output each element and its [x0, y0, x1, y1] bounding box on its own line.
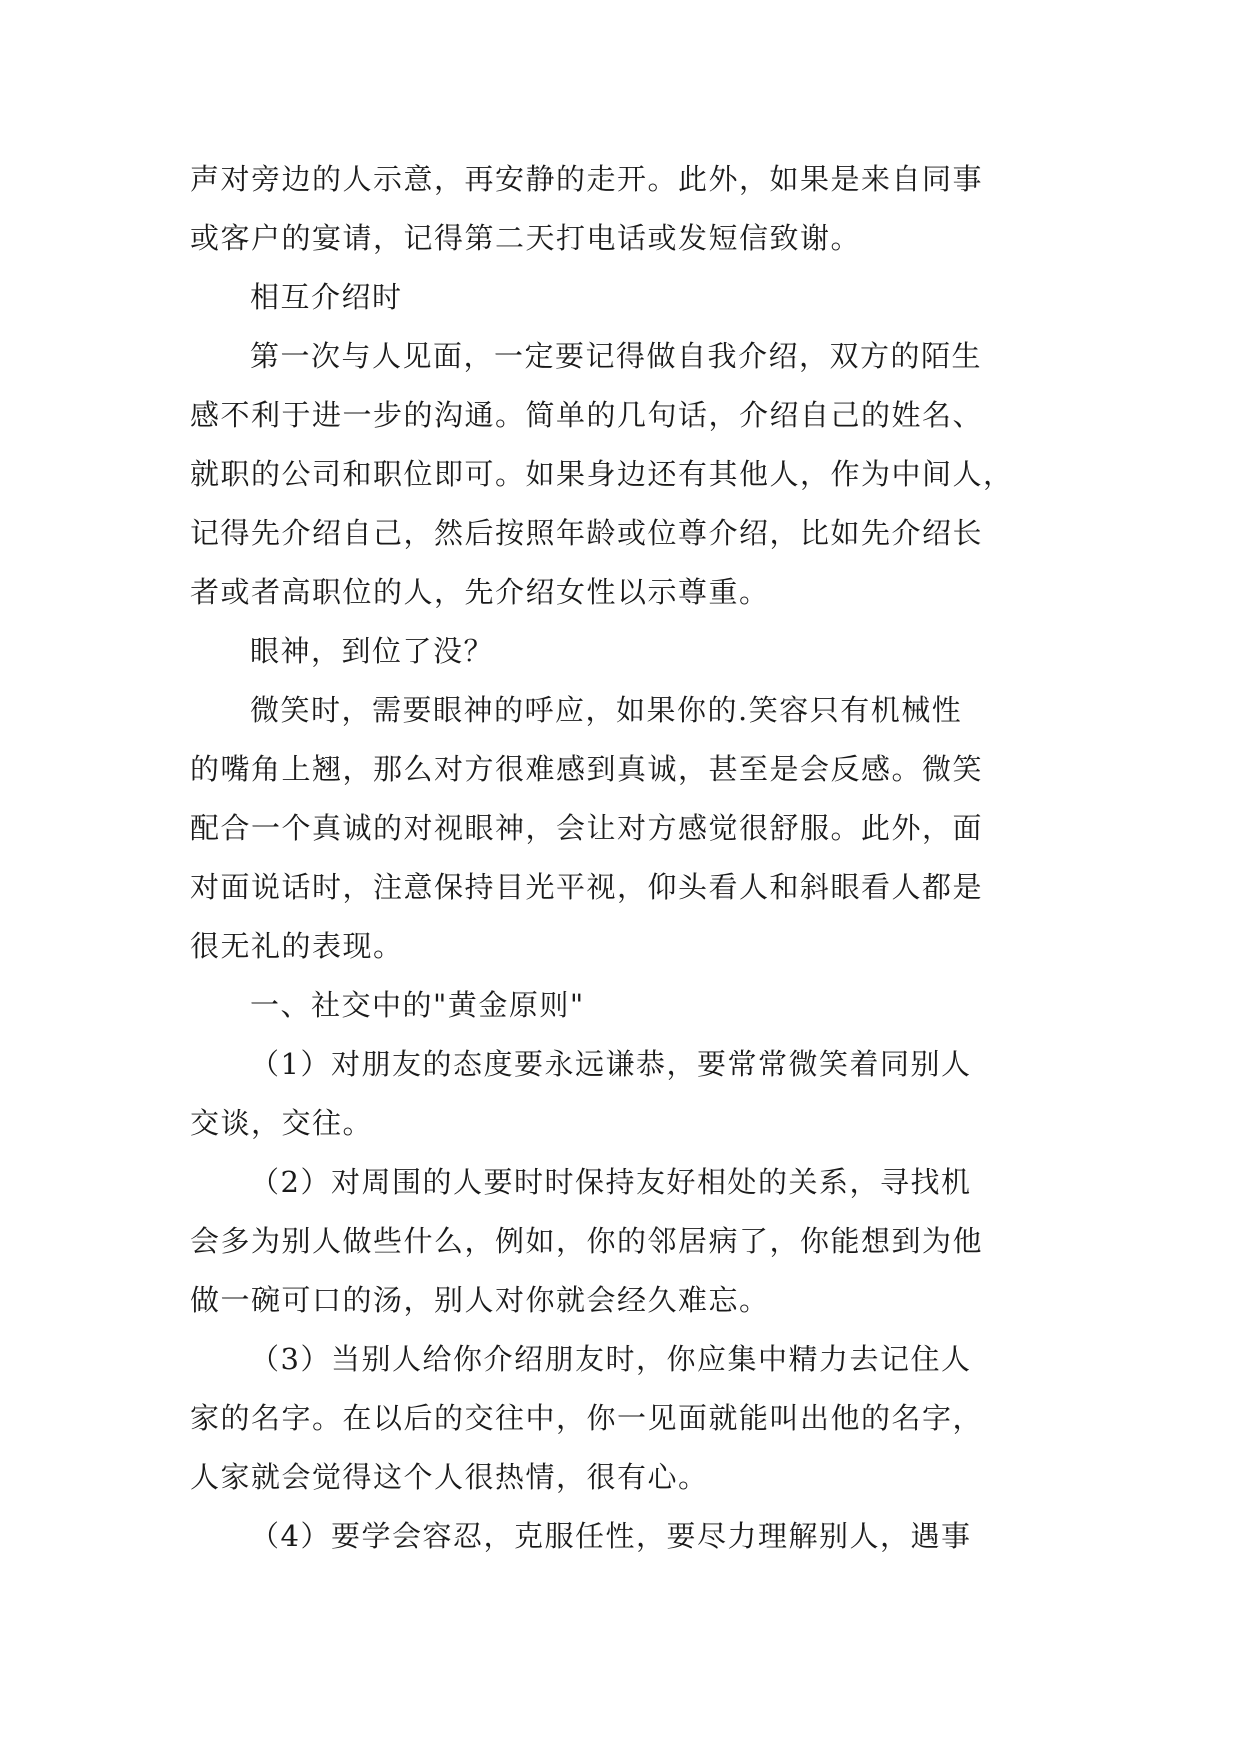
- section-heading: 一、社交中的"黄金原则": [250, 988, 585, 1022]
- paragraph-line: 第一次与人见面，一定要记得做自我介绍，双方的陌生: [250, 339, 983, 373]
- section-heading: 眼神，到位了没？: [250, 634, 495, 668]
- list-item-line: （1）对朋友的态度要永远谦恭，要常常微笑着同别人: [250, 1047, 972, 1081]
- paragraph-line: 微笑时，需要眼神的呼应，如果你的.笑容只有机械性: [250, 693, 963, 727]
- list-item-line: （2）对周围的人要时时保持友好相处的关系，寻找机: [250, 1165, 972, 1199]
- paragraph-line: 记得先介绍自己，然后按照年龄或位尊介绍，比如先介绍长: [190, 516, 984, 550]
- list-item-line: 交谈，交往。: [190, 1106, 374, 1140]
- paragraph-line: 就职的公司和职位即可。如果身边还有其他人，作为中间人，: [190, 457, 1014, 491]
- list-item-line: （3）当别人给你介绍朋友时，你应集中精力去记住人: [250, 1342, 972, 1376]
- list-item-line: 会多为别人做些什么，例如，你的邻居病了，你能想到为他: [190, 1224, 984, 1258]
- paragraph-line: 者或者高职位的人，先介绍女性以示尊重。: [190, 575, 770, 609]
- list-item-line: （4）要学会容忍，克服任性，要尽力理解别人，遇事: [250, 1519, 972, 1553]
- paragraph-line: 声对旁边的人示意，再安静的走开。此外，如果是来自同事: [190, 162, 984, 196]
- body-text: [190, 150, 1052, 1566]
- section-heading: 相互介绍时: [250, 280, 403, 314]
- list-item-line: 家的名字。在以后的交往中，你一见面就能叫出他的名字，: [190, 1401, 984, 1435]
- paragraph-line: 的嘴角上翘，那么对方很难感到真诚，甚至是会反感。微笑: [190, 752, 984, 786]
- paragraph-line: 或客户的宴请，记得第二天打电话或发短信致谢。: [190, 221, 862, 255]
- paragraph-line: 对面说话时，注意保持目光平视，仰头看人和斜眼看人都是: [190, 870, 984, 904]
- paragraph-line: 配合一个真诚的对视眼神，会让对方感觉很舒服。此外，面: [190, 811, 984, 845]
- list-item-line: 人家就会觉得这个人很热情，很有心。: [190, 1460, 709, 1494]
- paragraph-line: 感不利于进一步的沟通。简单的几句话，介绍自己的姓名、: [190, 398, 984, 432]
- list-item-line: 做一碗可口的汤，别人对你就会经久难忘。: [190, 1283, 770, 1317]
- paragraph-line: 很无礼的表现。: [190, 929, 404, 963]
